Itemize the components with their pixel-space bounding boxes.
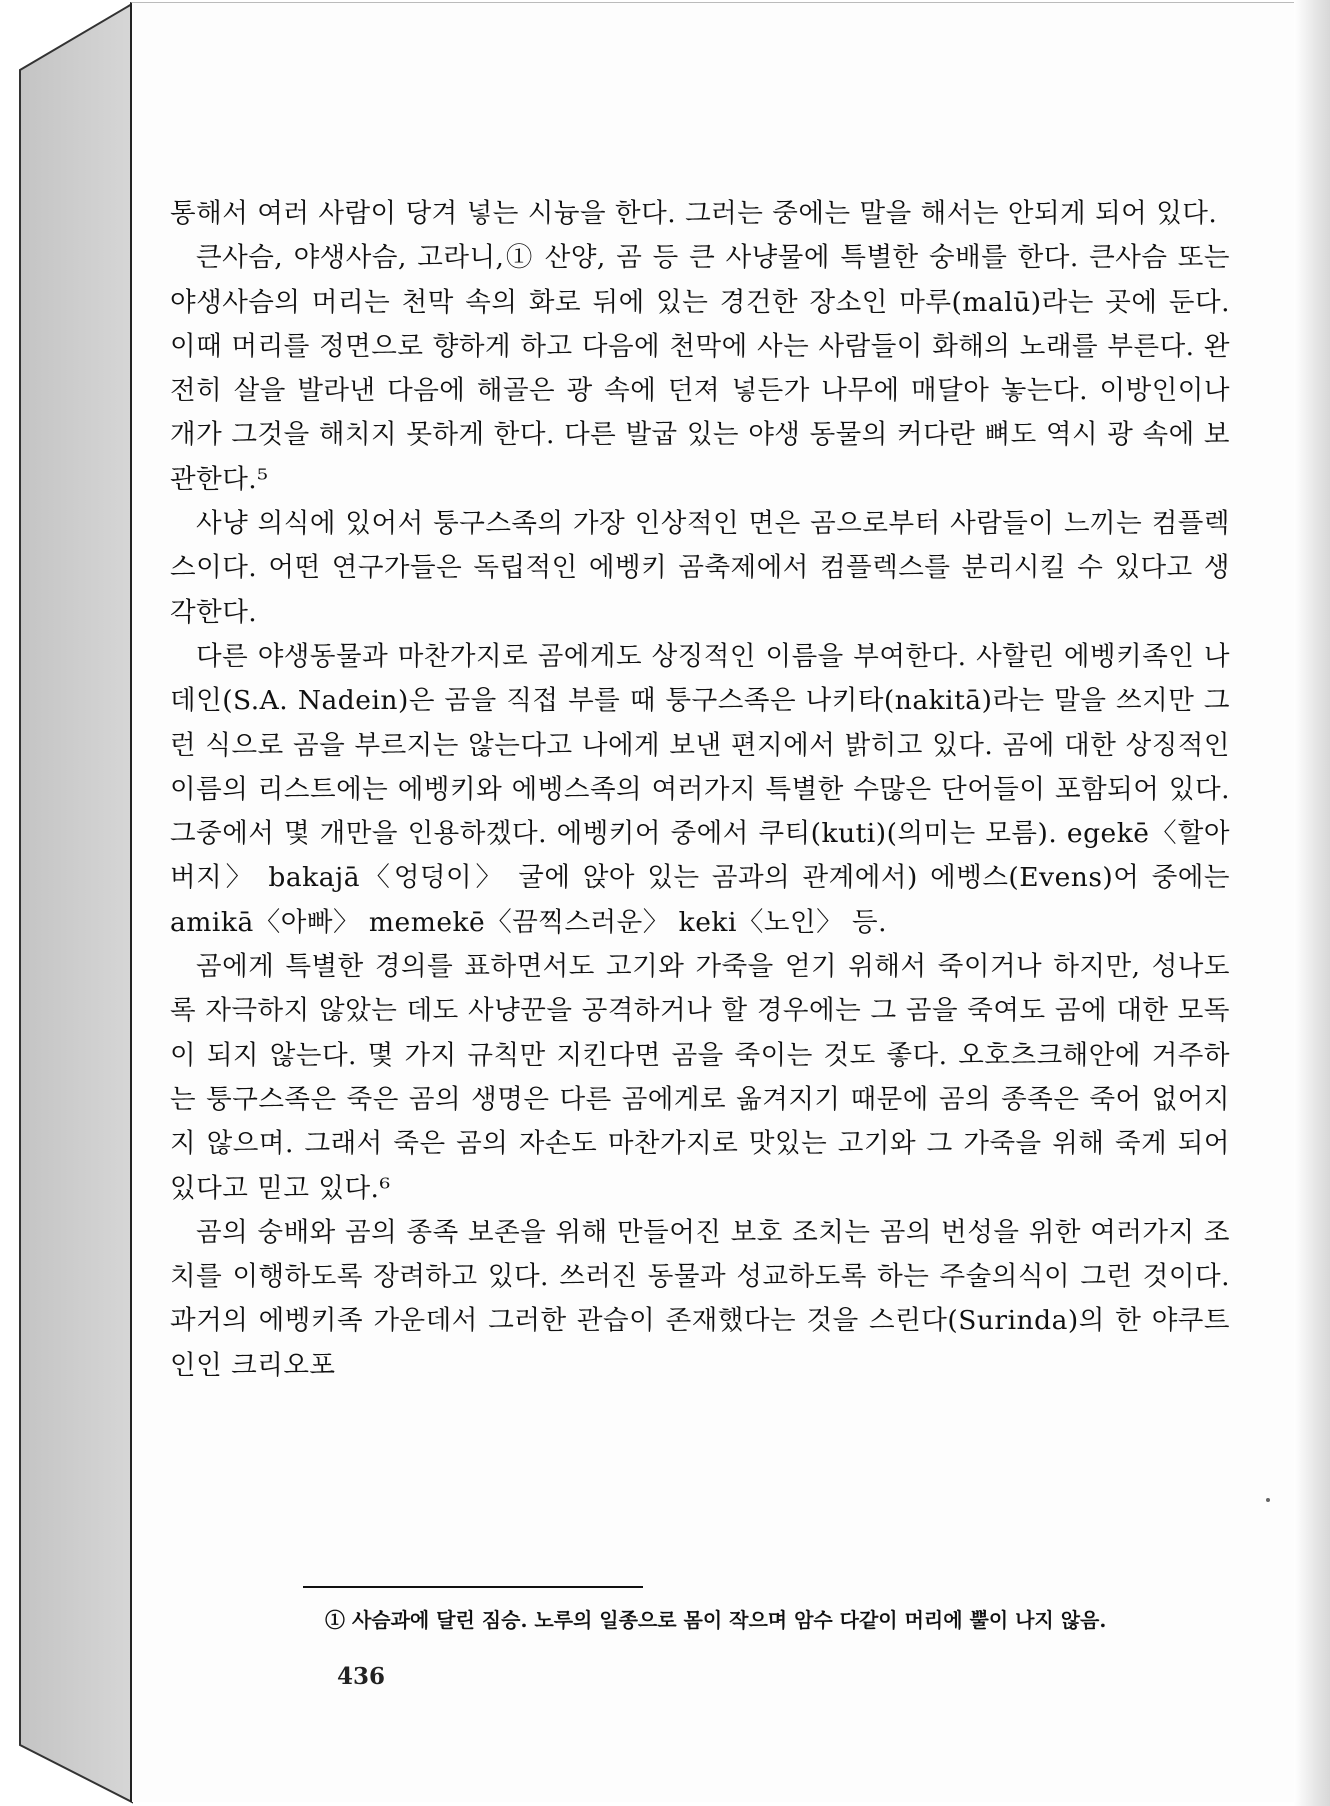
page-number: 436: [337, 1663, 386, 1690]
paragraph: 곰의 숭배와 곰의 종족 보존을 위해 만들어진 보호 조치는 곰의 번성을 위한 여러가지 조치를 이행하도록 장려하고 있다. 쓰러진 동물과 성교하도록 하는 주술의식이 그런 것이다. 과거의 에벵키족 가운데서 그러한 관습이 존재했다는 것을 스린다(Surinda)의 한 야쿠트인인 크리오포: [170, 1216, 1230, 1381]
page-edge-shadow: [1294, 0, 1330, 1806]
footnote: ① 사슴과에 달린 짐승. 노루의 일종으로 몸이 작으며 암수 다같이 머리에 뿔이 나지 않음.: [325, 1608, 1107, 1632]
paragraph: 통해서 여러 사람이 당겨 넣는 시늉을 한다. 그러는 중에는 말을 해서는 안되게 되어 있다.: [170, 198, 1218, 229]
scan-speck: [1266, 1498, 1270, 1502]
book-spine: [0, 0, 150, 1806]
body-text: [170, 192, 1230, 1388]
paragraph: 다른 야생동물과 마찬가지로 곰에게도 상징적인 이름을 부여한다. 사할린 에벵키족인 나데인(S.A. Nadein)은 곰을 직접 부를 때 퉁구스족은 나키타(nakitā)라는 말을 쓰지만 그런 식으로 곰을 부르지는 않는다고 나에게 보낸 편지에서 밝히고 있다. 곰에 대한 상징적인 이름의 리스트에는 에벵키와 에벵스족의 여러가지 특별한 수많은 단어들이 포함되어 있다. 그중에서 몇 개만을 인용하겠다. 에벵키어 중에서 쿠티(kuti)(의미는 모름). egekē〈할아버지〉 bakajā〈엉덩이〉 굴에 앉아 있는 곰과의 관계에서) 에벵스(Evens)어 중에는 amikā〈아빠〉 memekē〈끔찍스러운〉 keki〈노인〉 등.: [170, 640, 1230, 938]
paragraph: 큰사슴, 야생사슴, 고라니,① 산양, 곰 등 큰 사냥물에 특별한 숭배를 한다. 큰사슴 또는 야생사슴의 머리는 천막 속의 화로 뒤에 있는 경건한 장소인 마루(malū)라는 곳에 둔다. 이때 머리를 정면으로 향하게 하고 다음에 천막에 사는 사람들이 화해의 노래를 부른다. 완전히 살을 발라낸 다음에 해골은 광 속에 던져 넣든가 나무에 매달아 놓는다. 이방인이나 개가 그것을 해치지 못하게 한다. 다른 발굽 있는 야생 동물의 커다란 뼈도 역시 광 속에 보관한다.⁵: [170, 242, 1230, 495]
paragraph: 곰에게 특별한 경의를 표하면서도 고기와 가죽을 얻기 위해서 죽이거나 하지만, 성나도록 자극하지 않았는 데도 사냥꾼을 공격하거나 할 경우에는 그 곰을 죽여도 곰에 대한 모독이 되지 않는다. 몇 가지 규칙만 지킨다면 곰을 죽이는 것도 좋다. 오호츠크해안에 거주하는 퉁구스족은 죽은 곰의 생명은 다른 곰에게로 옮겨지기 때문에 곰의 종족은 죽어 없어지지 않으며. 그래서 죽은 곰의 자손도 마찬가지로 맛있는 고기와 그 가죽을 위해 죽게 되어 있다고 믿고 있다.⁶: [170, 951, 1230, 1204]
footnote-divider: [303, 1586, 643, 1588]
paragraph: 사냥 의식에 있어서 퉁구스족의 가장 인상적인 면은 곰으로부터 사람들이 느끼는 컴플렉스이다. 어떤 연구가들은 독립적인 에벵키 곰축제에서 컴플렉스를 분리시킬 수 있다고 생각한다.: [170, 508, 1230, 628]
